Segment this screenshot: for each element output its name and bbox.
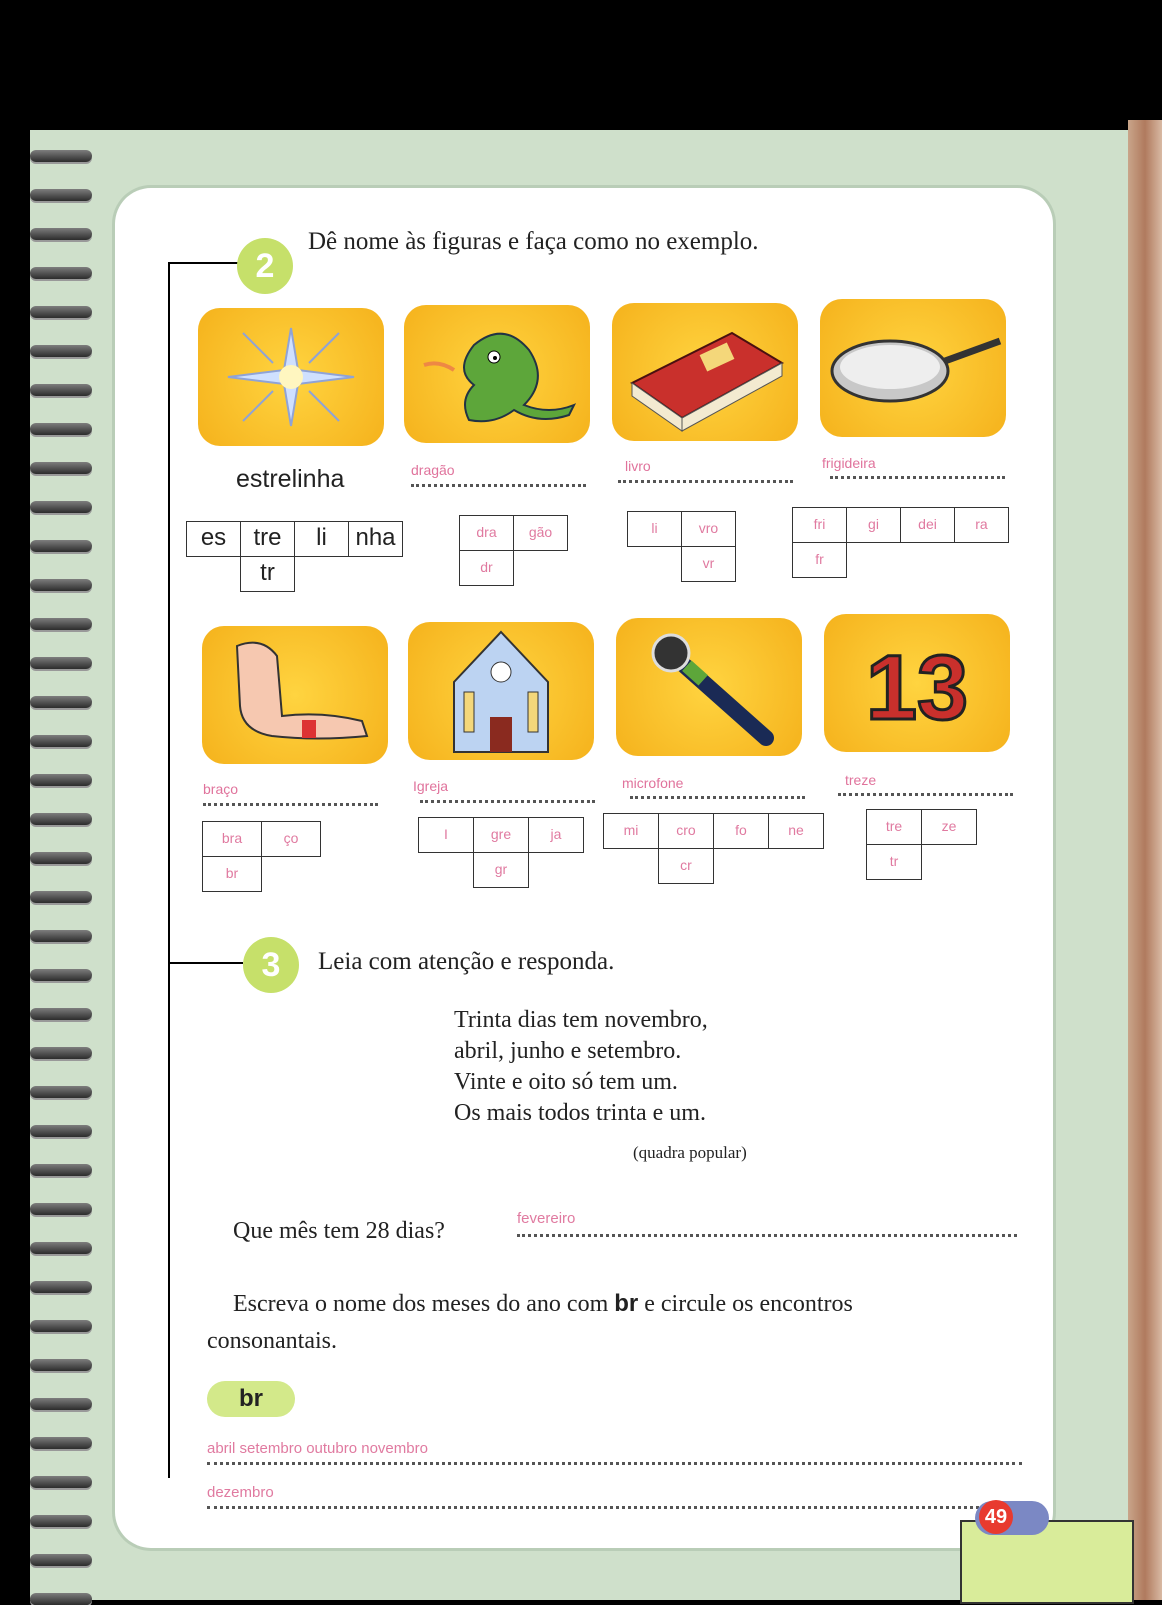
syllable-box: ja xyxy=(528,817,584,853)
arm-icon xyxy=(202,626,388,764)
syllable-box: es xyxy=(186,521,241,557)
answer-line xyxy=(207,1462,1022,1465)
syllable-box: li xyxy=(627,511,682,547)
spiral-ring xyxy=(30,540,92,552)
poem-line: Os mais todos trinta e um. xyxy=(454,1100,706,1126)
syllable-box: I xyxy=(418,817,474,853)
blend-box: gr xyxy=(473,852,529,888)
spiral-ring xyxy=(30,696,92,708)
exercise-2-instruction: Dê nome às figuras e faça como no exemplo. xyxy=(308,228,759,255)
spiral-ring xyxy=(30,1320,92,1332)
syllable-box: gre xyxy=(473,817,529,853)
book-icon xyxy=(612,303,798,441)
word-answer: dragão xyxy=(411,462,455,478)
blend-box: tr xyxy=(240,556,295,592)
spiral-ring xyxy=(30,1047,92,1059)
blend-box: fr xyxy=(792,542,847,578)
syllable-box: ne xyxy=(768,813,824,849)
task-text-part: Escreva o nome dos meses do ano com xyxy=(233,1291,609,1317)
syllable-box: dra xyxy=(459,515,514,551)
blend-box: dr xyxy=(459,550,514,586)
syllable-box: fri xyxy=(792,507,847,543)
poem-line: Trinta dias tem novembro, xyxy=(454,1007,708,1033)
exercise-3-badge: 3 xyxy=(243,937,299,993)
syllable-box: mi xyxy=(603,813,659,849)
spiral-ring xyxy=(30,735,92,747)
syllable-box: vro xyxy=(681,511,736,547)
answer-line xyxy=(618,480,793,483)
answer-line xyxy=(411,484,586,487)
word-answer: microfone xyxy=(622,775,684,791)
answer-line xyxy=(203,803,378,806)
syllable-box: tre xyxy=(866,809,922,845)
task-text xyxy=(233,1290,853,1318)
spiral-ring xyxy=(30,384,92,396)
blend-box: vr xyxy=(681,546,736,582)
page-number: 49 xyxy=(979,1500,1013,1534)
spiral-ring xyxy=(30,774,92,786)
frying-pan-icon xyxy=(820,299,1006,437)
months-answer-line1: abril setembro outubro novembro xyxy=(207,1440,428,1457)
br-label: br xyxy=(207,1381,295,1417)
syllable-box: li xyxy=(294,521,349,557)
task-text-part: e circule os encontros xyxy=(644,1291,853,1317)
syllable-box: ço xyxy=(261,821,321,857)
answer-line xyxy=(517,1234,1017,1237)
question-text: Que mês tem 28 dias? xyxy=(233,1218,445,1244)
spiral-ring xyxy=(30,1125,92,1137)
task-text-line2: consonantais. xyxy=(207,1328,337,1354)
syllable-box: nha xyxy=(348,521,403,557)
spiral-ring xyxy=(30,462,92,474)
task-bold: br xyxy=(614,1290,639,1317)
number-13-icon xyxy=(824,614,1010,752)
spiral-ring xyxy=(30,1593,92,1605)
poem-line: abril, junho e setembro. xyxy=(454,1038,682,1064)
syllable-box: tre xyxy=(240,521,295,557)
spiral-ring xyxy=(30,501,92,513)
blend-box: tr xyxy=(866,844,922,880)
answer-line xyxy=(207,1506,1022,1509)
church-icon xyxy=(408,622,594,760)
spiral-ring xyxy=(30,1476,92,1488)
bracket-line xyxy=(168,262,170,1478)
dragon-icon xyxy=(404,305,590,443)
syllable-box: gão xyxy=(513,515,568,551)
spiral-ring xyxy=(30,1086,92,1098)
star-icon xyxy=(198,308,384,446)
spiral-ring xyxy=(30,189,92,201)
spiral-ring xyxy=(30,618,92,630)
poem-source: (quadra popular) xyxy=(633,1143,747,1162)
spiral-ring xyxy=(30,1359,92,1371)
spiral-ring xyxy=(30,1203,92,1215)
spiral-ring xyxy=(30,1281,92,1293)
spiral-ring xyxy=(30,852,92,864)
word-answer: livro xyxy=(625,458,651,474)
spiral-ring xyxy=(30,150,92,162)
syllable-box: gi xyxy=(846,507,901,543)
syllable-box: ze xyxy=(921,809,977,845)
page-number-badge xyxy=(975,1501,1049,1535)
syllable-box: fo xyxy=(713,813,769,849)
spiral-ring xyxy=(30,228,92,240)
spiral-ring xyxy=(30,891,92,903)
answer-line xyxy=(830,476,1005,479)
spiral-ring xyxy=(30,1164,92,1176)
spiral-ring xyxy=(30,579,92,591)
exercise-2-badge: 2 xyxy=(237,238,293,294)
spiral-ring xyxy=(30,930,92,942)
word-answer: braço xyxy=(203,781,239,797)
svg-text:13: 13 xyxy=(865,637,969,739)
spiral-ring xyxy=(30,813,92,825)
answer-line xyxy=(420,800,595,803)
spiral-ring xyxy=(30,1008,92,1020)
poem-line: Vinte e oito só tem um. xyxy=(454,1069,678,1095)
word-answer: frigideira xyxy=(822,455,876,471)
bracket-line xyxy=(168,962,243,964)
spiral-ring xyxy=(30,657,92,669)
spiral-ring xyxy=(30,1515,92,1527)
microphone-icon xyxy=(616,618,802,756)
spiral-ring xyxy=(30,423,92,435)
question-answer: fevereiro xyxy=(517,1210,576,1227)
exercise-3-instruction: Leia com atenção e responda. xyxy=(318,948,615,975)
word-answer: Igreja xyxy=(413,778,449,794)
syllable-box: cro xyxy=(658,813,714,849)
spiral-ring xyxy=(30,306,92,318)
bracket-line xyxy=(168,262,240,264)
spiral-ring xyxy=(30,1398,92,1410)
syllable-box: bra xyxy=(202,821,262,857)
answer-line xyxy=(838,793,1013,796)
months-answer-line2: dezembro xyxy=(207,1484,274,1501)
syllable-box: dei xyxy=(900,507,955,543)
answer-line xyxy=(630,796,805,799)
spiral-ring xyxy=(30,267,92,279)
spiral-ring xyxy=(30,1242,92,1254)
blend-box: cr xyxy=(658,848,714,884)
spiral-ring xyxy=(30,1437,92,1449)
poem xyxy=(454,1005,708,1129)
spiral-ring xyxy=(30,969,92,981)
page-stack-edge xyxy=(1128,120,1162,1600)
word-answer: treze xyxy=(845,772,877,788)
spiral-ring xyxy=(30,1554,92,1566)
spiral-ring xyxy=(30,345,92,357)
word-estrelinha: estrelinha xyxy=(236,465,345,493)
syllable-box: ra xyxy=(954,507,1009,543)
blend-box: br xyxy=(202,856,262,892)
